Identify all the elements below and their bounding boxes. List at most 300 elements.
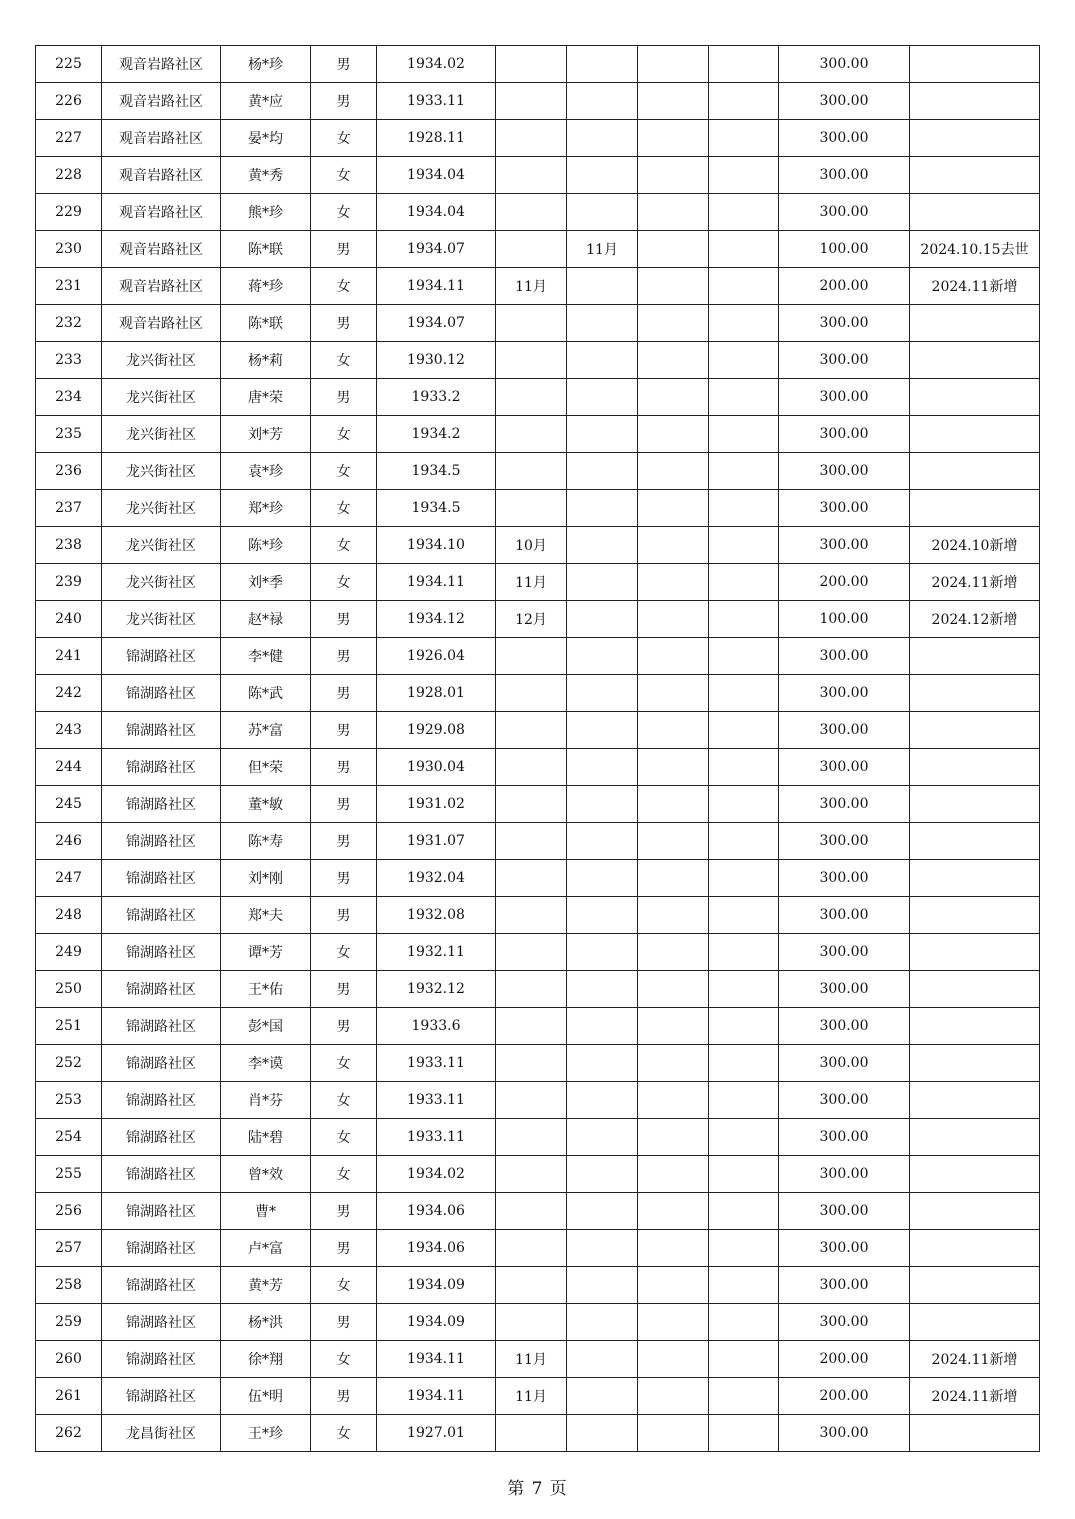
extra-cell-b bbox=[709, 46, 779, 83]
amount-cell: 100.00 bbox=[779, 231, 910, 268]
extra-cell-b bbox=[709, 1119, 779, 1156]
name-cell: 徐*翔 bbox=[221, 1341, 311, 1378]
row-number-cell: 257 bbox=[36, 1230, 102, 1267]
month-removed-cell bbox=[567, 897, 638, 934]
table-row bbox=[36, 416, 1040, 453]
name-cell: 刘*季 bbox=[221, 564, 311, 601]
community-cell: 龙兴街社区 bbox=[102, 453, 221, 490]
row-number-cell: 250 bbox=[36, 971, 102, 1008]
month-removed-cell bbox=[567, 490, 638, 527]
birth-date-cell: 1933.6 bbox=[377, 1008, 496, 1045]
month-added-cell bbox=[496, 157, 567, 194]
community-cell: 锦湖路社区 bbox=[102, 712, 221, 749]
remark-cell bbox=[910, 1230, 1040, 1267]
table-row bbox=[36, 268, 1040, 305]
name-cell: 陈*寿 bbox=[221, 823, 311, 860]
name-cell: 卢*富 bbox=[221, 1230, 311, 1267]
extra-cell-a bbox=[638, 1119, 709, 1156]
birth-date-cell: 1929.08 bbox=[377, 712, 496, 749]
month-added-cell bbox=[496, 971, 567, 1008]
row-number-cell: 241 bbox=[36, 638, 102, 675]
birth-date-cell: 1934.5 bbox=[377, 490, 496, 527]
extra-cell-b bbox=[709, 786, 779, 823]
name-cell: 郑*夫 bbox=[221, 897, 311, 934]
community-cell: 观音岩路社区 bbox=[102, 268, 221, 305]
community-cell: 锦湖路社区 bbox=[102, 1304, 221, 1341]
remark-cell bbox=[910, 1304, 1040, 1341]
community-cell: 锦湖路社区 bbox=[102, 749, 221, 786]
extra-cell-a bbox=[638, 194, 709, 231]
month-added-cell bbox=[496, 712, 567, 749]
birth-date-cell: 1934.06 bbox=[377, 1193, 496, 1230]
month-added-cell bbox=[496, 305, 567, 342]
gender-cell: 男 bbox=[311, 897, 377, 934]
extra-cell-b bbox=[709, 268, 779, 305]
table-row bbox=[36, 46, 1040, 83]
name-cell: 肖*芬 bbox=[221, 1082, 311, 1119]
remark-cell bbox=[910, 490, 1040, 527]
gender-cell: 男 bbox=[311, 305, 377, 342]
community-cell: 龙兴街社区 bbox=[102, 527, 221, 564]
month-removed-cell bbox=[567, 453, 638, 490]
birth-date-cell: 1934.07 bbox=[377, 231, 496, 268]
row-number-cell: 232 bbox=[36, 305, 102, 342]
month-removed-cell bbox=[567, 1378, 638, 1415]
birth-date-cell: 1934.11 bbox=[377, 1378, 496, 1415]
amount-cell: 300.00 bbox=[779, 120, 910, 157]
month-added-cell bbox=[496, 83, 567, 120]
community-cell: 锦湖路社区 bbox=[102, 1082, 221, 1119]
name-cell: 陈*珍 bbox=[221, 527, 311, 564]
amount-cell: 300.00 bbox=[779, 342, 910, 379]
gender-cell: 女 bbox=[311, 1341, 377, 1378]
row-number-cell: 249 bbox=[36, 934, 102, 971]
birth-date-cell: 1933.11 bbox=[377, 1082, 496, 1119]
month-removed-cell bbox=[567, 416, 638, 453]
remark-cell: 2024.12新增 bbox=[910, 601, 1040, 638]
name-cell: 陈*联 bbox=[221, 305, 311, 342]
birth-date-cell: 1933.11 bbox=[377, 83, 496, 120]
remark-cell: 2024.10新增 bbox=[910, 527, 1040, 564]
month-removed-cell bbox=[567, 120, 638, 157]
month-removed-cell bbox=[567, 1156, 638, 1193]
extra-cell-a bbox=[638, 83, 709, 120]
month-added-cell bbox=[496, 490, 567, 527]
row-number-cell: 233 bbox=[36, 342, 102, 379]
table-row bbox=[36, 601, 1040, 638]
community-cell: 锦湖路社区 bbox=[102, 897, 221, 934]
table-row bbox=[36, 231, 1040, 268]
remark-cell bbox=[910, 1082, 1040, 1119]
extra-cell-b bbox=[709, 379, 779, 416]
table-row bbox=[36, 194, 1040, 231]
birth-date-cell: 1934.11 bbox=[377, 268, 496, 305]
table-row bbox=[36, 860, 1040, 897]
name-cell: 赵*禄 bbox=[221, 601, 311, 638]
birth-date-cell: 1932.12 bbox=[377, 971, 496, 1008]
month-removed-cell bbox=[567, 675, 638, 712]
gender-cell: 男 bbox=[311, 712, 377, 749]
gender-cell: 男 bbox=[311, 83, 377, 120]
row-number-cell: 239 bbox=[36, 564, 102, 601]
table-row bbox=[36, 749, 1040, 786]
amount-cell: 200.00 bbox=[779, 564, 910, 601]
gender-cell: 女 bbox=[311, 194, 377, 231]
month-added-cell bbox=[496, 120, 567, 157]
birth-date-cell: 1934.06 bbox=[377, 1230, 496, 1267]
extra-cell-a bbox=[638, 934, 709, 971]
row-number-cell: 242 bbox=[36, 675, 102, 712]
community-cell: 龙兴街社区 bbox=[102, 564, 221, 601]
amount-cell: 300.00 bbox=[779, 1304, 910, 1341]
extra-cell-b bbox=[709, 1378, 779, 1415]
extra-cell-b bbox=[709, 934, 779, 971]
month-added-cell: 10月 bbox=[496, 527, 567, 564]
amount-cell: 300.00 bbox=[779, 638, 910, 675]
month-added-cell bbox=[496, 1119, 567, 1156]
table-row bbox=[36, 83, 1040, 120]
extra-cell-b bbox=[709, 1304, 779, 1341]
extra-cell-a bbox=[638, 971, 709, 1008]
name-cell: 晏*均 bbox=[221, 120, 311, 157]
name-cell: 杨*洪 bbox=[221, 1304, 311, 1341]
remark-cell bbox=[910, 305, 1040, 342]
extra-cell-a bbox=[638, 379, 709, 416]
amount-cell: 300.00 bbox=[779, 712, 910, 749]
amount-cell: 300.00 bbox=[779, 1008, 910, 1045]
table-row bbox=[36, 1082, 1040, 1119]
table-row bbox=[36, 1230, 1040, 1267]
name-cell: 黄*秀 bbox=[221, 157, 311, 194]
name-cell: 彭*国 bbox=[221, 1008, 311, 1045]
gender-cell: 男 bbox=[311, 1230, 377, 1267]
birth-date-cell: 1934.11 bbox=[377, 1341, 496, 1378]
extra-cell-a bbox=[638, 1230, 709, 1267]
month-removed-cell bbox=[567, 1415, 638, 1452]
month-removed-cell bbox=[567, 1341, 638, 1378]
gender-cell: 男 bbox=[311, 675, 377, 712]
remark-cell bbox=[910, 1008, 1040, 1045]
amount-cell: 300.00 bbox=[779, 305, 910, 342]
extra-cell-a bbox=[638, 231, 709, 268]
extra-cell-a bbox=[638, 490, 709, 527]
month-removed-cell bbox=[567, 527, 638, 564]
table-row bbox=[36, 564, 1040, 601]
row-number-cell: 255 bbox=[36, 1156, 102, 1193]
row-number-cell: 231 bbox=[36, 268, 102, 305]
extra-cell-b bbox=[709, 1156, 779, 1193]
extra-cell-a bbox=[638, 564, 709, 601]
extra-cell-b bbox=[709, 971, 779, 1008]
gender-cell: 女 bbox=[311, 934, 377, 971]
community-cell: 龙昌街社区 bbox=[102, 1415, 221, 1452]
table-row bbox=[36, 1156, 1040, 1193]
row-number-cell: 252 bbox=[36, 1045, 102, 1082]
month-removed-cell bbox=[567, 786, 638, 823]
table-row bbox=[36, 1415, 1040, 1452]
gender-cell: 男 bbox=[311, 601, 377, 638]
month-removed-cell bbox=[567, 564, 638, 601]
birth-date-cell: 1931.02 bbox=[377, 786, 496, 823]
community-cell: 观音岩路社区 bbox=[102, 194, 221, 231]
birth-date-cell: 1933.11 bbox=[377, 1119, 496, 1156]
remark-cell bbox=[910, 1415, 1040, 1452]
remark-cell bbox=[910, 416, 1040, 453]
month-removed-cell bbox=[567, 638, 638, 675]
extra-cell-b bbox=[709, 342, 779, 379]
gender-cell: 女 bbox=[311, 1156, 377, 1193]
row-number-cell: 248 bbox=[36, 897, 102, 934]
amount-cell: 300.00 bbox=[779, 83, 910, 120]
month-removed-cell bbox=[567, 823, 638, 860]
remark-cell bbox=[910, 749, 1040, 786]
month-added-cell bbox=[496, 934, 567, 971]
name-cell: 李*谟 bbox=[221, 1045, 311, 1082]
remark-cell bbox=[910, 823, 1040, 860]
extra-cell-b bbox=[709, 1045, 779, 1082]
extra-cell-a bbox=[638, 860, 709, 897]
table-row bbox=[36, 1304, 1040, 1341]
table-row bbox=[36, 897, 1040, 934]
month-removed-cell bbox=[567, 1045, 638, 1082]
table-row bbox=[36, 1119, 1040, 1156]
gender-cell: 男 bbox=[311, 786, 377, 823]
page-number: 第 7 页 bbox=[507, 1479, 568, 1499]
extra-cell-a bbox=[638, 120, 709, 157]
birth-date-cell: 1934.04 bbox=[377, 194, 496, 231]
gender-cell: 女 bbox=[311, 1082, 377, 1119]
gender-cell: 女 bbox=[311, 1415, 377, 1452]
name-cell: 蒋*珍 bbox=[221, 268, 311, 305]
remark-cell: 2024.11新增 bbox=[910, 564, 1040, 601]
gender-cell: 女 bbox=[311, 453, 377, 490]
community-cell: 锦湖路社区 bbox=[102, 638, 221, 675]
row-number-cell: 236 bbox=[36, 453, 102, 490]
gender-cell: 女 bbox=[311, 1119, 377, 1156]
community-cell: 锦湖路社区 bbox=[102, 786, 221, 823]
row-number-cell: 238 bbox=[36, 527, 102, 564]
name-cell: 杨*珍 bbox=[221, 46, 311, 83]
month-removed-cell bbox=[567, 1119, 638, 1156]
remark-cell bbox=[910, 1156, 1040, 1193]
extra-cell-b bbox=[709, 453, 779, 490]
month-removed-cell bbox=[567, 1304, 638, 1341]
amount-cell: 300.00 bbox=[779, 749, 910, 786]
row-number-cell: 226 bbox=[36, 83, 102, 120]
table-row bbox=[36, 675, 1040, 712]
community-cell: 锦湖路社区 bbox=[102, 823, 221, 860]
extra-cell-a bbox=[638, 1341, 709, 1378]
community-cell: 锦湖路社区 bbox=[102, 1193, 221, 1230]
name-cell: 曹* bbox=[221, 1193, 311, 1230]
amount-cell: 300.00 bbox=[779, 1230, 910, 1267]
amount-cell: 300.00 bbox=[779, 527, 910, 564]
birth-date-cell: 1932.04 bbox=[377, 860, 496, 897]
extra-cell-b bbox=[709, 601, 779, 638]
gender-cell: 男 bbox=[311, 823, 377, 860]
community-cell: 锦湖路社区 bbox=[102, 1230, 221, 1267]
extra-cell-a bbox=[638, 1304, 709, 1341]
month-removed-cell bbox=[567, 934, 638, 971]
community-cell: 锦湖路社区 bbox=[102, 1045, 221, 1082]
birth-date-cell: 1933.11 bbox=[377, 1045, 496, 1082]
name-cell: 王*珍 bbox=[221, 1415, 311, 1452]
name-cell: 陈*联 bbox=[221, 231, 311, 268]
name-cell: 谭*芳 bbox=[221, 934, 311, 971]
remark-cell bbox=[910, 46, 1040, 83]
remark-cell bbox=[910, 120, 1040, 157]
remark-cell bbox=[910, 638, 1040, 675]
community-cell: 锦湖路社区 bbox=[102, 934, 221, 971]
extra-cell-a bbox=[638, 305, 709, 342]
birth-date-cell: 1934.2 bbox=[377, 416, 496, 453]
gender-cell: 女 bbox=[311, 1267, 377, 1304]
extra-cell-b bbox=[709, 1341, 779, 1378]
gender-cell: 女 bbox=[311, 416, 377, 453]
birth-date-cell: 1934.10 bbox=[377, 527, 496, 564]
gender-cell: 男 bbox=[311, 1304, 377, 1341]
amount-cell: 300.00 bbox=[779, 786, 910, 823]
table-row bbox=[36, 1008, 1040, 1045]
gender-cell: 女 bbox=[311, 342, 377, 379]
amount-cell: 300.00 bbox=[779, 194, 910, 231]
amount-cell: 300.00 bbox=[779, 46, 910, 83]
name-cell: 董*敏 bbox=[221, 786, 311, 823]
community-cell: 观音岩路社区 bbox=[102, 120, 221, 157]
month-added-cell bbox=[496, 823, 567, 860]
community-cell: 锦湖路社区 bbox=[102, 971, 221, 1008]
community-cell: 锦湖路社区 bbox=[102, 860, 221, 897]
remark-cell bbox=[910, 1045, 1040, 1082]
table-row bbox=[36, 490, 1040, 527]
remark-cell bbox=[910, 675, 1040, 712]
table-row bbox=[36, 1267, 1040, 1304]
month-removed-cell bbox=[567, 157, 638, 194]
amount-cell: 300.00 bbox=[779, 1267, 910, 1304]
extra-cell-a bbox=[638, 601, 709, 638]
gender-cell: 男 bbox=[311, 1378, 377, 1415]
extra-cell-a bbox=[638, 1082, 709, 1119]
remark-cell bbox=[910, 157, 1040, 194]
extra-cell-a bbox=[638, 1008, 709, 1045]
birth-date-cell: 1934.02 bbox=[377, 46, 496, 83]
table-row bbox=[36, 120, 1040, 157]
community-cell: 观音岩路社区 bbox=[102, 157, 221, 194]
amount-cell: 300.00 bbox=[779, 453, 910, 490]
amount-cell: 300.00 bbox=[779, 1156, 910, 1193]
community-cell: 锦湖路社区 bbox=[102, 1156, 221, 1193]
gender-cell: 男 bbox=[311, 1008, 377, 1045]
month-removed-cell bbox=[567, 1008, 638, 1045]
month-removed-cell bbox=[567, 268, 638, 305]
extra-cell-b bbox=[709, 564, 779, 601]
month-removed-cell bbox=[567, 342, 638, 379]
extra-cell-b bbox=[709, 416, 779, 453]
extra-cell-a bbox=[638, 897, 709, 934]
amount-cell: 300.00 bbox=[779, 897, 910, 934]
month-added-cell: 11月 bbox=[496, 1341, 567, 1378]
month-added-cell bbox=[496, 897, 567, 934]
birth-date-cell: 1932.08 bbox=[377, 897, 496, 934]
birth-date-cell: 1934.12 bbox=[377, 601, 496, 638]
remark-cell bbox=[910, 83, 1040, 120]
name-cell: 黄*芳 bbox=[221, 1267, 311, 1304]
remark-cell bbox=[910, 860, 1040, 897]
row-number-cell: 244 bbox=[36, 749, 102, 786]
amount-cell: 300.00 bbox=[779, 416, 910, 453]
month-added-cell bbox=[496, 453, 567, 490]
table-row bbox=[36, 638, 1040, 675]
extra-cell-b bbox=[709, 1230, 779, 1267]
month-added-cell bbox=[496, 1415, 567, 1452]
row-number-cell: 251 bbox=[36, 1008, 102, 1045]
row-number-cell: 243 bbox=[36, 712, 102, 749]
gender-cell: 男 bbox=[311, 46, 377, 83]
month-added-cell bbox=[496, 1193, 567, 1230]
remark-cell: 2024.11新增 bbox=[910, 1378, 1040, 1415]
birth-date-cell: 1933.2 bbox=[377, 379, 496, 416]
extra-cell-a bbox=[638, 527, 709, 564]
row-number-cell: 259 bbox=[36, 1304, 102, 1341]
month-added-cell bbox=[496, 231, 567, 268]
extra-cell-b bbox=[709, 231, 779, 268]
row-number-cell: 240 bbox=[36, 601, 102, 638]
name-cell: 苏*富 bbox=[221, 712, 311, 749]
month-removed-cell bbox=[567, 379, 638, 416]
month-added-cell bbox=[496, 1008, 567, 1045]
birth-date-cell: 1927.01 bbox=[377, 1415, 496, 1452]
birth-date-cell: 1934.02 bbox=[377, 1156, 496, 1193]
table-row bbox=[36, 1193, 1040, 1230]
extra-cell-a bbox=[638, 675, 709, 712]
birth-date-cell: 1934.07 bbox=[377, 305, 496, 342]
remark-cell bbox=[910, 712, 1040, 749]
gender-cell: 男 bbox=[311, 638, 377, 675]
extra-cell-b bbox=[709, 305, 779, 342]
name-cell: 刘*芳 bbox=[221, 416, 311, 453]
amount-cell: 300.00 bbox=[779, 1415, 910, 1452]
remark-cell bbox=[910, 379, 1040, 416]
month-removed-cell bbox=[567, 749, 638, 786]
extra-cell-b bbox=[709, 712, 779, 749]
community-cell: 龙兴街社区 bbox=[102, 379, 221, 416]
extra-cell-a bbox=[638, 638, 709, 675]
community-cell: 观音岩路社区 bbox=[102, 305, 221, 342]
gender-cell: 女 bbox=[311, 268, 377, 305]
row-number-cell: 229 bbox=[36, 194, 102, 231]
gender-cell: 女 bbox=[311, 527, 377, 564]
extra-cell-a bbox=[638, 157, 709, 194]
remark-cell: 2024.11新增 bbox=[910, 1341, 1040, 1378]
extra-cell-b bbox=[709, 490, 779, 527]
amount-cell: 300.00 bbox=[779, 1082, 910, 1119]
extra-cell-b bbox=[709, 1415, 779, 1452]
extra-cell-a bbox=[638, 823, 709, 860]
community-cell: 锦湖路社区 bbox=[102, 1267, 221, 1304]
extra-cell-a bbox=[638, 46, 709, 83]
name-cell: 熊*珍 bbox=[221, 194, 311, 231]
amount-cell: 200.00 bbox=[779, 1341, 910, 1378]
amount-cell: 300.00 bbox=[779, 379, 910, 416]
row-number-cell: 262 bbox=[36, 1415, 102, 1452]
table-row bbox=[36, 379, 1040, 416]
extra-cell-b bbox=[709, 83, 779, 120]
month-added-cell: 11月 bbox=[496, 268, 567, 305]
month-added-cell bbox=[496, 416, 567, 453]
table-row bbox=[36, 786, 1040, 823]
gender-cell: 女 bbox=[311, 120, 377, 157]
name-cell: 伍*明 bbox=[221, 1378, 311, 1415]
